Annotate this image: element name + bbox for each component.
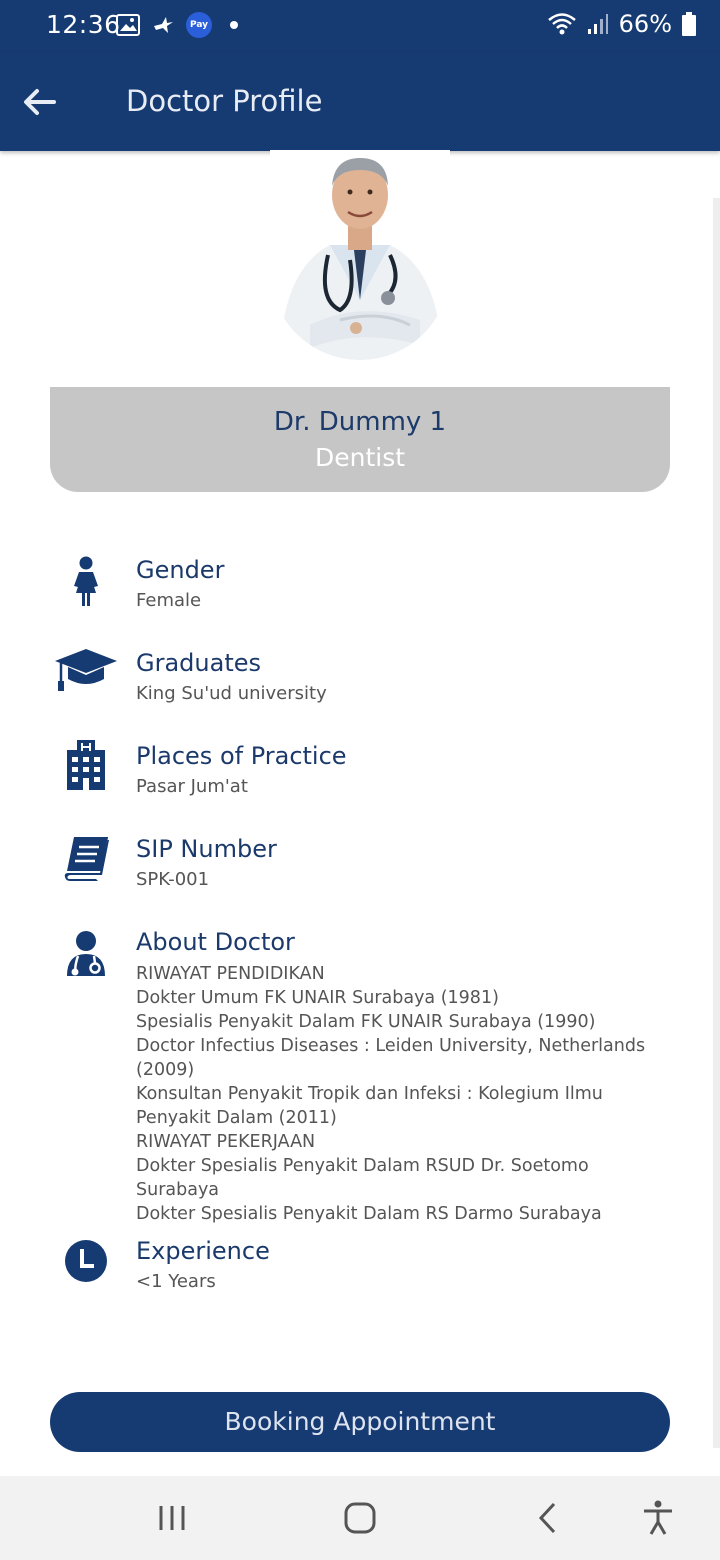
recent-apps-icon[interactable]: [152, 1498, 192, 1538]
practice-value: Pasar Jum'at: [136, 776, 248, 797]
page-title: Doctor Profile: [126, 84, 323, 118]
battery-icon: [682, 12, 696, 36]
doctor-name-card: [50, 387, 670, 492]
info-gender: [0, 556, 720, 616]
gender-label: Gender: [136, 556, 225, 584]
dot-icon: [230, 21, 238, 29]
about-line: RIWAYAT PENDIDIKAN: [136, 964, 325, 984]
home-icon[interactable]: [340, 1498, 380, 1538]
info-practice: [0, 742, 720, 802]
back-icon[interactable]: [528, 1498, 568, 1538]
about-line: Dokter Spesialis Penyakit Dalam RS Darmo Surabaya: [136, 1204, 602, 1224]
practice-label: Places of Practice: [136, 742, 347, 770]
about-line: Dokter Umum FK UNAIR Surabaya (1981): [136, 988, 499, 1008]
sip-value: SPK-001: [136, 869, 210, 890]
about-line: Dokter Spesialis Penyakit Dalam RSUD Dr. Soetomo Surabaya: [136, 1156, 589, 1200]
about-line: RIWAYAT PEKERJAAN: [136, 1132, 316, 1152]
status-bar: [0, 0, 720, 52]
about-line: Konsultan Penyakit Tropik dan Infeksi : Kolegium Ilmu Penyakit Dalam (2011): [136, 1084, 603, 1128]
doctor-name: Dr. Dummy 1: [273, 407, 447, 437]
system-nav-bar: [0, 1476, 720, 1560]
about-line: Doctor Infectius Diseases : Leiden University, Netherlands (2009): [136, 1036, 646, 1080]
experience-value: <1 Years: [136, 1271, 216, 1292]
info-experience: [0, 1237, 720, 1297]
pay-icon: [186, 12, 212, 38]
experience-label: Experience: [136, 1237, 270, 1265]
graduation-cap-icon: [52, 641, 120, 701]
info-sip: [0, 835, 720, 895]
about-text: [136, 962, 656, 1226]
status-system-icons: [547, 10, 696, 38]
image-icon: [116, 14, 140, 36]
book-icon: [52, 829, 120, 889]
app-bar: [0, 52, 720, 151]
sip-label: SIP Number: [136, 835, 277, 863]
doctor-avatar: [270, 150, 450, 360]
about-label: About Doctor: [136, 928, 295, 956]
wifi-icon: [547, 12, 577, 36]
clock-icon: [52, 1231, 120, 1291]
female-person-icon: [52, 552, 120, 612]
graduates-label: Graduates: [136, 649, 262, 677]
status-time: 12:36: [46, 10, 121, 39]
signal-icon: [587, 12, 609, 36]
pay-label: Pay: [189, 20, 209, 30]
arrow-left-icon[interactable]: [22, 85, 56, 119]
info-graduates: [0, 649, 720, 709]
doctor-specialty: Dentist: [314, 443, 406, 472]
doctor-photo: [270, 150, 450, 360]
hospital-building-icon: [52, 736, 120, 796]
gender-value: Female: [136, 590, 202, 611]
about-line: Spesialis Penyakit Dalam FK UNAIR Surabaya (1990): [136, 1012, 596, 1032]
status-notification-icons: [116, 12, 238, 38]
battery-percent: 66%: [618, 10, 672, 38]
bird-icon: [152, 14, 174, 36]
graduates-value: King Su'ud university: [136, 683, 327, 704]
doctor-stethoscope-icon: [52, 924, 120, 984]
booking-appointment-button[interactable]: Booking Appointment: [50, 1392, 670, 1452]
accessibility-icon[interactable]: [638, 1498, 678, 1538]
info-about: [0, 928, 720, 1224]
